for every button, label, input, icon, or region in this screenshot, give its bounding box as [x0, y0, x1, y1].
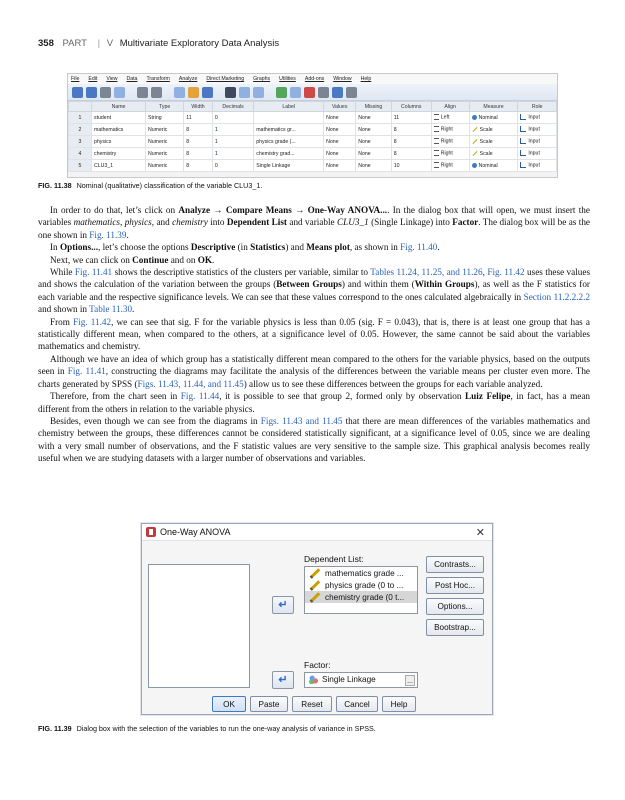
cell-decimals[interactable]: 0 — [212, 112, 253, 124]
factor-field[interactable] — [304, 672, 418, 688]
role-value: Input — [528, 114, 540, 121]
cell-role[interactable] — [518, 136, 557, 148]
list-item[interactable]: physics grade (0 to ... — [305, 579, 417, 591]
link-figs-43-45[interactable]: Figs. 11.43 and 11.45 — [260, 415, 343, 426]
measure-value: Nominal — [478, 114, 498, 121]
cell-missing[interactable]: None — [356, 112, 391, 124]
variables-icon[interactable] — [202, 87, 213, 98]
spss-app-icon — [146, 527, 156, 537]
cell-values[interactable]: None — [324, 136, 356, 148]
figure-caption-11-39 — [38, 724, 376, 733]
link-fig-11-41[interactable]: Fig. 11.41 — [74, 267, 113, 278]
input-role-icon — [520, 138, 526, 144]
save-icon[interactable] — [86, 87, 97, 98]
measure-value: Scale — [479, 150, 493, 157]
scale-icon — [472, 127, 477, 132]
row-number: 3 — [69, 136, 92, 148]
link-fig-11-42[interactable]: Fig. 11.42 — [73, 316, 112, 327]
row-number: 1 — [69, 112, 92, 124]
list-item[interactable]: chemistry grade (0 t... — [305, 591, 417, 603]
align-value: Right — [440, 126, 453, 133]
nominal-variable-icon — [309, 675, 318, 684]
cell-values[interactable]: None — [324, 124, 356, 136]
menu-window[interactable]: Window — [333, 76, 352, 82]
row-number: 2 — [69, 124, 92, 136]
menu-file[interactable]: File — [71, 76, 80, 82]
cell-align[interactable] — [431, 112, 469, 124]
cell-label[interactable]: chemistry grad... — [254, 148, 324, 160]
select-cases-icon[interactable] — [304, 87, 315, 98]
paragraph: While Fig. 11.41 shows the descriptive statistics of the clusters per variable, similar to Tables 11.24, 11.25, and 11.26, Fig. 11.42 uses these values and shows the calculation of the variation between the groups (Between Groups) and within them (Within Groups), as well as the F statistics for each variable and the respective significance levels. We can see that these values correspond to the ones calculated algebraically in Section 11.2.2.2.2 and shown in Table 11.30. — [38, 267, 591, 315]
paragraph: In order to do that, let’s click on Analyze → Compare Means → One-Way ANOVA.... In the dialog box that will open, we must insert the variables mathematics, physics, and chemistry into Dependent List and variable CLU3_1 (Single Linkage) into Factor. The dialog box will be as the one shown in Fig. 11.39. — [38, 205, 590, 240]
table-row[interactable] — [69, 136, 557, 148]
split-file-icon[interactable] — [276, 87, 287, 98]
figure-caption-11-38 — [38, 181, 262, 190]
menu-help[interactable]: Help — [360, 76, 372, 82]
cell-align[interactable] — [431, 136, 469, 148]
spss-menubar — [68, 74, 557, 84]
col-values: Values — [324, 102, 356, 112]
post-hoc-button[interactable]: Post Hoc... — [426, 577, 484, 594]
value-labels-icon[interactable] — [318, 87, 329, 98]
figure-caption-text: Dialog box with the selection of the variables to run the one-way analysis of variance in SPSS. — [76, 724, 376, 733]
input-role-icon — [520, 162, 526, 168]
dialog-titlebar — [142, 524, 492, 541]
table-row[interactable] — [69, 112, 557, 124]
nominal-icon — [472, 115, 477, 120]
cell-decimals[interactable]: 1 — [212, 148, 253, 160]
weight-cases-icon[interactable] — [290, 87, 301, 98]
paragraph: Besides, even though we can see from the diagrams in Figs. 11.43 and 11.45 that there are mean differences of the variables mathematics and chemistry between the groups, these differences cannot be considered statistically significant, at a significance level of 0.05, since we are dealing with a very small number of observations, and the F statistic values are very sensitive to the sample size. This graphical analysis becomes really useful when we are studying datasets with a larger number of observations and variables. — [38, 415, 591, 464]
scale-pencil-icon — [310, 568, 321, 579]
header-separator: | — [97, 38, 101, 49]
reset-button[interactable]: Reset — [292, 696, 332, 712]
align-value: Right — [440, 150, 453, 157]
cell-name[interactable]: physics — [92, 136, 146, 148]
factor-ellipsis: ... — [405, 675, 415, 686]
print-icon[interactable] — [100, 87, 111, 98]
link-tables[interactable]: Tables 11.24, 11.25, and 11.26 — [370, 267, 483, 278]
insert-cases-icon[interactable] — [239, 87, 250, 98]
insert-variable-icon[interactable] — [253, 87, 264, 98]
row-number: 4 — [69, 148, 92, 160]
cancel-button[interactable]: Cancel — [336, 696, 378, 712]
list-item[interactable]: mathematics grade ... — [305, 567, 417, 579]
find-icon[interactable] — [225, 87, 236, 98]
cell-type[interactable]: String — [146, 112, 184, 124]
page-number: 358 — [38, 38, 54, 49]
cell-missing[interactable]: None — [356, 136, 391, 148]
options-button[interactable]: Options... — [426, 598, 484, 615]
align-value: Right — [440, 138, 453, 145]
cell-type[interactable]: Numeric — [146, 124, 184, 136]
link-fig-11-39[interactable]: Fig. 11.39 — [89, 229, 127, 240]
dialog-title: One-Way ANOVA — [160, 527, 231, 537]
row-number: 5 — [69, 160, 92, 172]
cell-name[interactable]: CLU3_1 — [92, 160, 146, 172]
dependent-list[interactable] — [304, 566, 418, 614]
spss-toolbar — [68, 84, 557, 101]
menu-analyze[interactable]: Analyze — [178, 76, 198, 82]
align-value: Left — [440, 114, 450, 121]
role-value: Input — [528, 126, 540, 133]
cell-columns[interactable]: 11 — [391, 112, 431, 124]
paragraph: From Fig. 11.42, we can see that sig. F for the variable physics is less than 0.05 (sig. F = 0.043), that is, there is at least one group that has a statistically different mean, when compared to the others, at a significance level of 0.05. However, the same cannot be said about the variables mathematics and chemistry. — [38, 316, 590, 352]
link-fig-11-44[interactable]: Fig. 11.44 — [180, 391, 220, 402]
cell-missing[interactable]: None — [356, 160, 391, 172]
section-title: Multivariate Exploratory Data Analysis — [119, 38, 280, 49]
col-rownum — [69, 102, 92, 112]
cell-role[interactable] — [518, 160, 557, 172]
scale-icon — [472, 139, 477, 144]
table-row[interactable] — [69, 124, 557, 136]
menu-transform[interactable]: Transform — [146, 76, 170, 82]
paste-button[interactable]: Paste — [250, 696, 288, 712]
help-button[interactable]: Help — [382, 696, 416, 712]
align-value: Right — [440, 162, 453, 169]
spss-variable-view — [67, 73, 558, 178]
part-label: PART — [62, 38, 87, 49]
scale-pencil-icon — [310, 580, 321, 591]
cell-measure[interactable] — [469, 160, 518, 172]
col-type: Type — [146, 102, 184, 112]
menu-edit[interactable]: Edit — [88, 76, 98, 82]
arrow-icon: ↵ — [278, 598, 288, 611]
use-sets-icon[interactable] — [332, 87, 343, 98]
cell-measure[interactable] — [469, 124, 518, 136]
cell-measure[interactable] — [469, 136, 518, 148]
cell-columns[interactable]: 8 — [391, 148, 431, 160]
measure-value: Nominal — [478, 162, 498, 169]
link-figs[interactable]: Figs. 11.43, 11.44, and 11.45 — [137, 378, 244, 389]
cell-columns[interactable]: 10 — [391, 160, 431, 172]
input-role-icon — [520, 126, 526, 132]
abc-spell-icon[interactable] — [346, 87, 357, 98]
cell-width[interactable]: 8 — [184, 136, 213, 148]
measure-value: Scale — [479, 138, 493, 145]
col-align: Align — [431, 102, 469, 112]
cell-role[interactable] — [518, 112, 557, 124]
cell-decimals[interactable]: 0 — [212, 160, 253, 172]
arrow-icon: ↵ — [278, 673, 288, 686]
factor-label: Factor: — [304, 660, 331, 670]
cell-width[interactable]: 11 — [184, 112, 213, 124]
menu-utilities[interactable]: Utilities — [279, 76, 296, 82]
cell-role[interactable] — [518, 124, 557, 136]
cell-name[interactable]: mathematics — [92, 124, 146, 136]
move-to-dependent-button[interactable] — [272, 596, 294, 614]
menu-view[interactable]: View — [106, 76, 118, 82]
measure-value: Scale — [479, 126, 493, 133]
col-decimals: Decimals — [212, 102, 253, 112]
role-value: Input — [528, 150, 540, 157]
link-table-11-30[interactable]: Table 11.30 — [89, 304, 133, 315]
cell-width[interactable]: 8 — [184, 124, 213, 136]
cell-role[interactable] — [518, 148, 557, 160]
contrasts-button[interactable]: Contrasts... — [426, 556, 484, 573]
col-measure: Measure — [469, 102, 518, 112]
menu-direct-marketing[interactable]: Direct Marketing — [206, 76, 245, 82]
close-icon[interactable]: ✕ — [475, 527, 485, 539]
undo-icon[interactable] — [137, 87, 148, 98]
one-way-anova-dialog — [141, 523, 493, 715]
cell-measure[interactable] — [469, 148, 518, 160]
col-role: Role — [518, 102, 557, 112]
cell-label[interactable] — [254, 112, 324, 124]
paragraph: Although we have an idea of which group has a statistically different mean compared to the others for the variable physics, based on the outputs seen in Fig. 11.41, constructing the diagrams may facilitate the analysis of the differences between the variable means per cluster even more. The charts generated by SPSS (Figs. 11.43, 11.44, and 11.45) allow us to see these differences between the groups for each variable analyzed. — [38, 353, 590, 389]
cell-missing[interactable]: None — [356, 148, 391, 160]
cell-decimals[interactable]: 1 — [212, 136, 253, 148]
figure-label: FIG. 11.38 — [38, 181, 72, 190]
align-right-icon — [434, 162, 439, 168]
paragraph: In Options..., let’s choose the options Descriptive (in Statistics) and Means plot, as shown in Fig. 11.40. — [50, 242, 440, 253]
part-numeral: V — [106, 38, 114, 49]
variable-table — [68, 101, 557, 172]
cell-values[interactable]: None — [324, 160, 356, 172]
cell-columns[interactable]: 8 — [391, 124, 431, 136]
move-to-factor-button[interactable] — [272, 671, 294, 689]
cell-measure[interactable] — [469, 112, 518, 124]
goto-variable-icon[interactable] — [188, 87, 199, 98]
input-role-icon — [520, 150, 526, 156]
input-role-icon — [520, 114, 526, 120]
cell-type[interactable]: Numeric — [146, 148, 184, 160]
align-right-icon — [434, 150, 439, 156]
variable-source-list[interactable] — [148, 564, 250, 688]
align-right-icon — [434, 138, 439, 144]
menu-graphs[interactable]: Graphs — [253, 76, 271, 82]
paragraph: Therefore, from the chart seen in Fig. 11.44, it is possible to see that group 2, formed only by observation Luiz Felipe, in fact, has a mean different from the others in relation to the variable physics. — [38, 391, 590, 414]
bootstrap-button[interactable]: Bootstrap... — [426, 619, 484, 636]
dialog-recall-icon[interactable] — [114, 87, 125, 98]
nominal-icon — [472, 163, 477, 168]
redo-icon[interactable] — [151, 87, 162, 98]
cell-align[interactable] — [431, 148, 469, 160]
cell-width[interactable]: 8 — [184, 148, 213, 160]
factor-item: Single Linkage — [305, 673, 417, 686]
page-header — [38, 38, 279, 49]
goto-case-icon[interactable] — [174, 87, 185, 98]
cell-align[interactable] — [431, 160, 469, 172]
paragraph: Next, we can click on Continue and on OK. — [50, 254, 215, 265]
role-value: Input — [528, 162, 540, 169]
menu-data[interactable]: Data — [126, 76, 138, 82]
cell-type[interactable]: Numeric — [146, 136, 184, 148]
figure-label: FIG. 11.39 — [38, 724, 72, 733]
menu-add-ons[interactable]: Add-ons — [304, 76, 325, 82]
link-fig-11-41[interactable]: Fig. 11.41 — [67, 366, 106, 377]
link-section[interactable]: Section 11.2.2.2.2 — [523, 291, 590, 302]
cell-label[interactable]: mathematics gr... — [254, 124, 324, 136]
cell-label[interactable]: physics grade (... — [254, 136, 324, 148]
cell-name[interactable]: student — [92, 112, 146, 124]
cell-missing[interactable]: None — [356, 124, 391, 136]
body-text — [38, 204, 590, 465]
col-label: Label — [254, 102, 324, 112]
scale-pencil-icon — [310, 592, 321, 603]
link-fig-11-42[interactable]: Fig. 11.42 — [487, 267, 525, 278]
table-row[interactable] — [69, 148, 557, 160]
cell-columns[interactable]: 8 — [391, 136, 431, 148]
align-left-icon — [434, 114, 439, 120]
cell-type[interactable]: Numeric — [146, 160, 184, 172]
cell-width[interactable]: 8 — [184, 160, 213, 172]
scale-icon — [472, 151, 477, 156]
col-missing: Missing — [356, 102, 391, 112]
cell-values[interactable]: None — [324, 112, 356, 124]
cell-values[interactable]: None — [324, 148, 356, 160]
link-fig-11-40[interactable]: Fig. 11.40 — [400, 242, 438, 253]
cell-align[interactable] — [431, 124, 469, 136]
col-columns: Columns — [391, 102, 431, 112]
table-row[interactable] — [69, 160, 557, 172]
dependent-list-label: Dependent List: — [304, 554, 364, 564]
cell-name[interactable]: chemistry — [92, 148, 146, 160]
open-icon[interactable] — [72, 87, 83, 98]
figure-caption-text: Nominal (qualitative) classification of the variable CLU3_1. — [76, 181, 263, 190]
col-name: Name — [92, 102, 146, 112]
ok-button[interactable]: OK — [212, 696, 246, 712]
role-value: Input — [528, 138, 540, 145]
cell-label[interactable]: Single Linkage — [254, 160, 324, 172]
col-width: Width — [184, 102, 213, 112]
align-right-icon — [434, 126, 439, 132]
cell-decimals[interactable]: 1 — [212, 124, 253, 136]
